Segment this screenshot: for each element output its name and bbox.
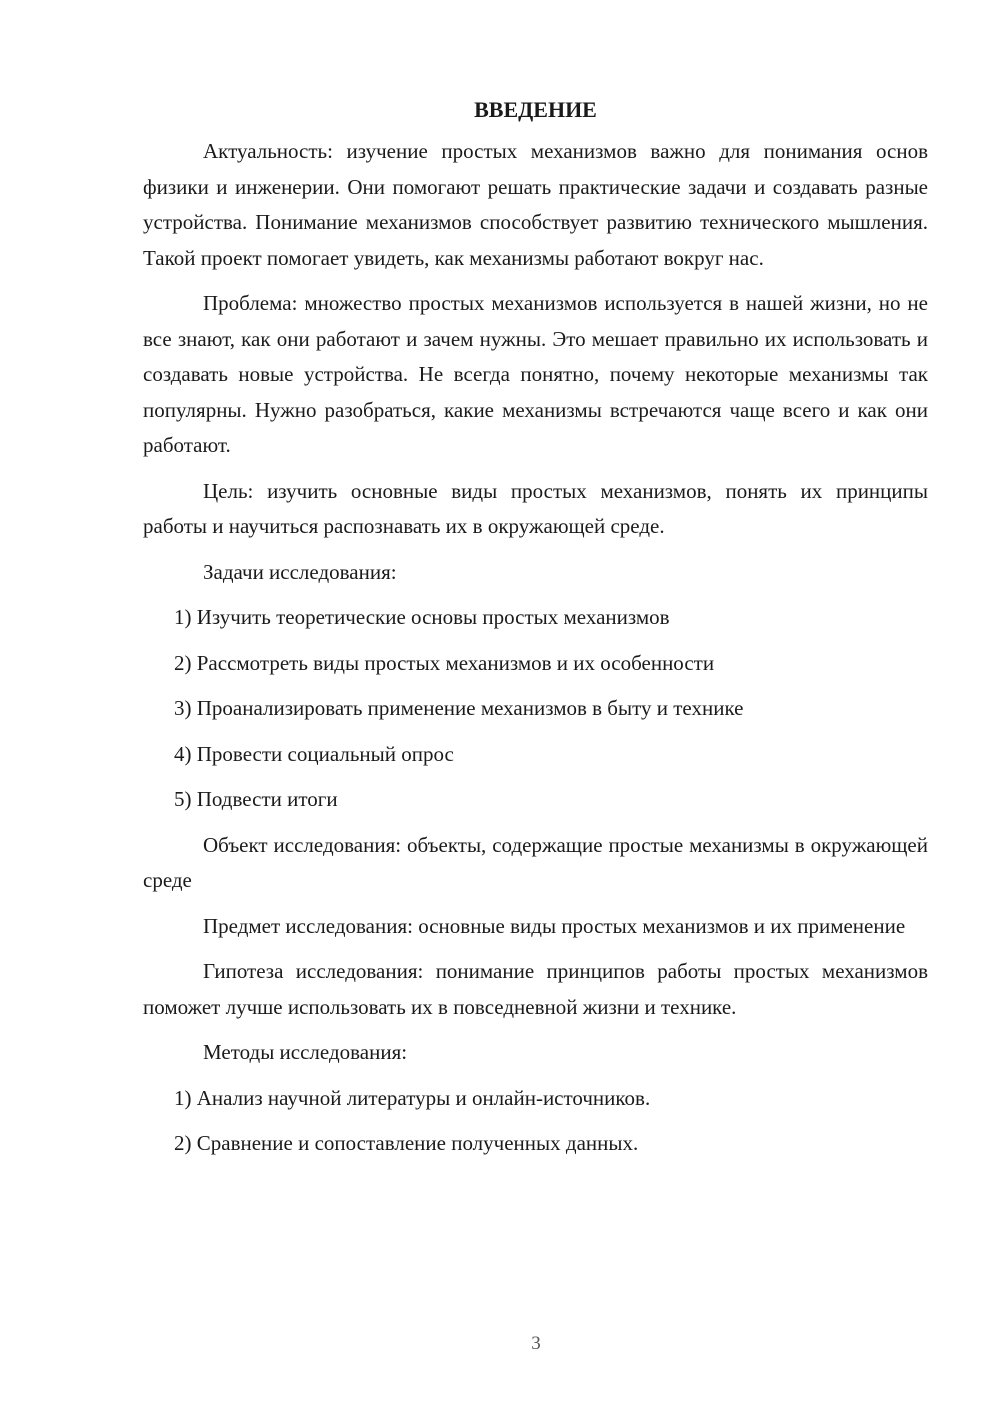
object-paragraph: Объект исследования: объекты, содержащие простые механизмы в окружающей среде <box>143 832 928 892</box>
document-page <box>143 92 928 1172</box>
task-item: 5) Подвести итоги <box>174 787 338 811</box>
methods-list <box>143 1081 928 1162</box>
task-item: 4) Провести социальный опрос <box>174 741 454 766</box>
problem-paragraph: Проблема: множество простых механизмов используется в нашей жизни, но не все знают, как они работают и зачем нужны. Это мешает правильно их использовать и создавать новые устройства. Не всегда понятно, почему некоторые механизмы так популярны. Нужно разобраться, какие механизмы встречаются чаще всего и как они работают. <box>143 291 928 457</box>
methods-label: Методы исследования: <box>203 1040 408 1064</box>
method-item: 1) Анализ научной литературы и онлайн-источников. <box>174 1085 651 1110</box>
tasks-label: Задачи исследования: <box>203 559 397 584</box>
subject-paragraph: Предмет исследования: основные виды простых механизмов и их применение <box>203 913 906 938</box>
relevance-paragraph: Актуальность: изучение простых механизмов важно для понимания основ физики и инженерии. Они помогают решать практические задачи и создавать разные устройства. Понимание механизмов способствует развитию технического мышления. Такой проект помогает увидеть, как механизмы работают вокруг нас. <box>143 139 928 270</box>
task-item: 1) Изучить теоретические основы простых механизмов <box>174 605 670 629</box>
page-title: ВВЕДЕНИЕ <box>474 97 597 122</box>
task-item: 2) Рассмотреть виды простых механизмов и их особенности <box>174 650 715 675</box>
method-item: 2) Сравнение и сопоставление полученных данных. <box>174 1131 639 1155</box>
tasks-list <box>143 600 928 818</box>
task-item: 3) Проанализировать применение механизмов в быту и технике <box>174 696 744 720</box>
goal-paragraph: Цель: изучить основные виды простых механизмов, понять их принципы работы и научиться распознавать их в окружающей среде. <box>143 478 928 538</box>
page-number: 3 <box>531 1333 541 1354</box>
hypothesis-paragraph: Гипотеза исследования: понимание принципов работы простых механизмов поможет лучше использовать их в повседневной жизни и технике. <box>143 959 928 1019</box>
